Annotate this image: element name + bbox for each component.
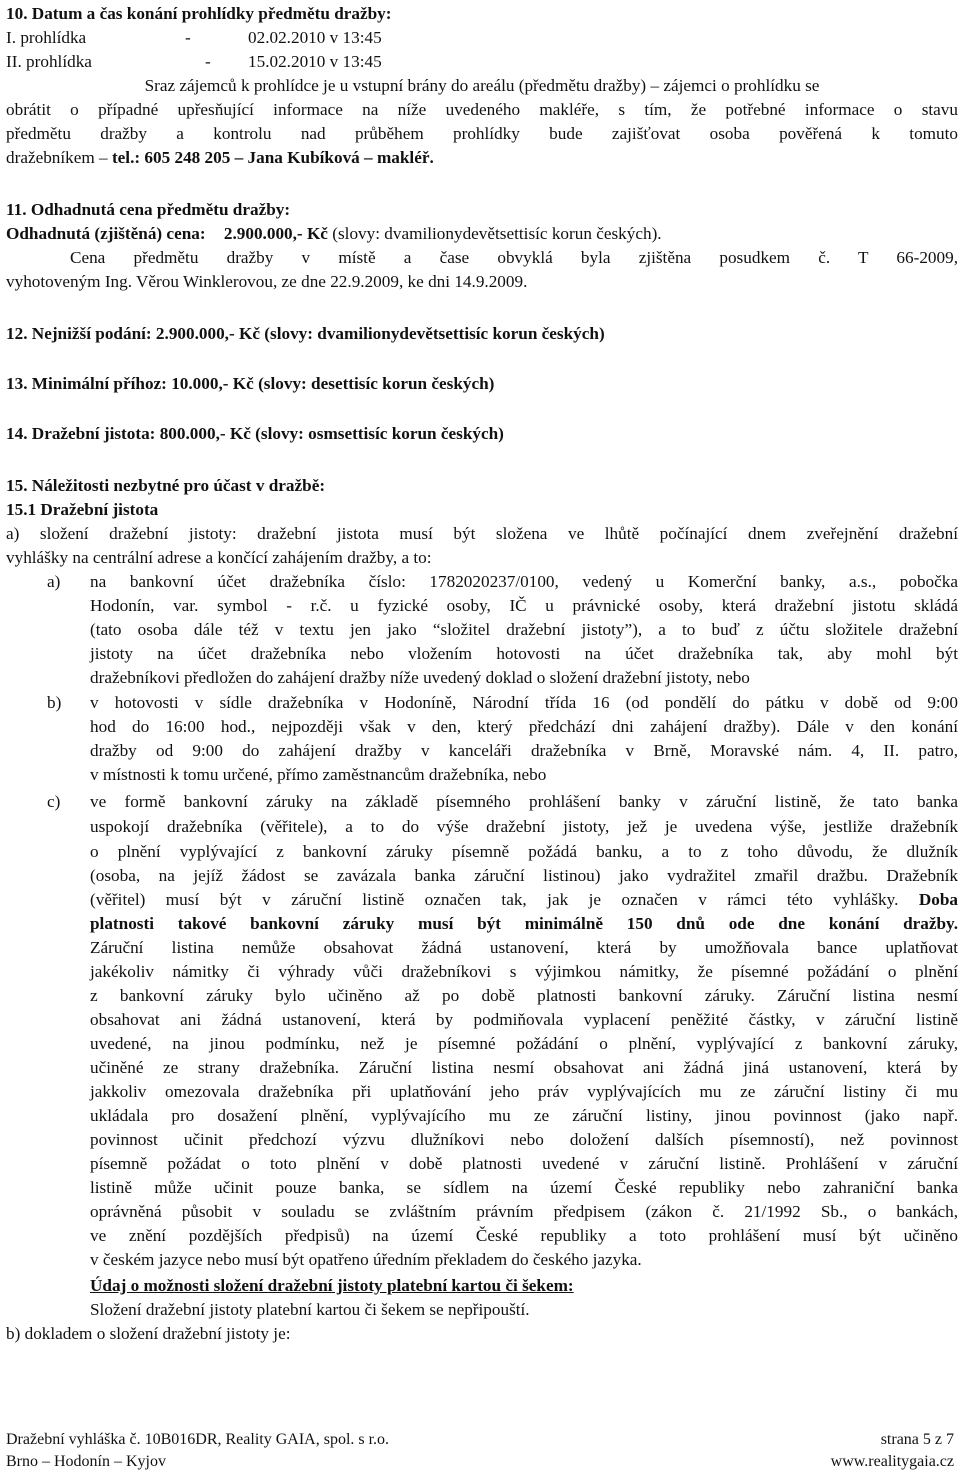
footer-locations: Brno – Hodonín – Kyjov (6, 1453, 166, 1470)
visit-1-dash: - (185, 28, 191, 47)
item-c-line: (osoba, na jejíž žádost se zavázala banka záruční listinou) jako vydražitel zmařil dražbu. Dražebník (90, 866, 958, 885)
item-b-line: dražby od 9:00 do zahájení dražby v kanceláři dražebníka v Brně, Moravské nám. 4, II. patro, (90, 741, 958, 760)
item-c-line: uspokojí dražebníka (věřitele), a to do výše dražební jistoty, jež je uvedena výše, jestliže dražebník (90, 817, 958, 836)
item-c-line: povinnost učinit předchozí výzvu dlužníkovi nebo doložení dalších písemností), než povinnost (90, 1130, 958, 1149)
contact-prefix: dražebníkem – (6, 148, 112, 167)
paragraph-line: Sraz zájemců k prohlídce je u vstupní brány do areálu (předmětu dražby) – zájemci o prohlídku se (144, 76, 820, 95)
paragraph-line: obrátit o případné upřesňující informace na níže uvedeného makléře, s tím, že potřebné informace o stavu (6, 100, 958, 119)
card-payment-heading: Údaj o možnosti složení dražební jistoty platební kartou či šekem: (90, 1276, 574, 1295)
footer-website-link[interactable]: www.realitygaia.cz (830, 1453, 954, 1470)
item-a-line: na bankovní účet dražebníka číslo: 1782020237/0100, vedený u Komerční banky, a.s., pobočka (90, 572, 958, 591)
visit-2-label: II. prohlídka (6, 52, 92, 71)
estimated-price-words: (slovy: dvamilionydevětsettisíc korun českých). (332, 224, 662, 243)
card-payment-text: Složení dražební jistoty platební kartou či šekem se nepřipouští. (90, 1300, 530, 1319)
section-10-heading: 10. Datum a čas konání prohlídky předmětu dražby: (6, 4, 392, 23)
item-c-label: c) (47, 792, 61, 811)
section-15-heading: 15. Náležitosti nezbytné pro účast v dražbě: (6, 476, 326, 495)
item-a-label: a) (47, 572, 61, 591)
item-c-line: z bankovní záruky bylo učiněno až po době platnosti bankovní záruky. Záruční listina nesmí (90, 986, 958, 1005)
section-15-1-heading: 15.1 Dražební jistota (6, 500, 159, 519)
item-c-line: jakkoliv omezovala dražebníka při uplatňování jeho práv vyplývajících mu ze záruční listiny či mu (90, 1082, 958, 1101)
item-b-line: hod do 16:00 hod., nejpozději však v den, který předchází dni zahájení dražby). Dále v den konání (90, 717, 958, 736)
deposit-intro-line: vyhlášky na centrální adrese a končící zahájením dražby, a to: (6, 548, 432, 567)
item-c-line: uvedené, na jinou podmínku, než je písemné požádání o plnění, vyplývající z bankovní záruky, (90, 1034, 958, 1053)
footer-page-number: strana 5 z 7 (880, 1431, 954, 1448)
visit-1-datetime: 02.02.2010 v 13:45 (248, 28, 382, 47)
lowest-bid-line: 12. Nejnižší podání: 2.900.000,- Kč (slovy: dvamilionydevětsettisíc korun českých) (6, 324, 605, 343)
item-c-line: obsahovat ani žádná ustanovení, která by podmiňovala vyplacení peněžité částky, v záruční listině (90, 1010, 958, 1029)
contact-line (6, 146, 958, 170)
item-c-text: (věřitel) musí být v záruční listině označen tak, jak je označen v rámci této vyhlášky. (90, 890, 919, 909)
item-c-line: ve formě bankovní záruky na základě písemného prohlášení banky v záruční listině, že tato banka (90, 792, 958, 811)
item-c-emphasis: Doba (918, 890, 958, 909)
item-c-line: Záruční listina nemůže obsahovat žádná ustanovení, která by umožňovala bance uplatňovat (90, 938, 958, 957)
item-c-line: listině může učinit pouze banka, se sídlem na území České republiky nebo zahraniční banka (90, 1178, 958, 1197)
visit-2-datetime: 15.02.2010 v 13:45 (248, 52, 382, 71)
minimum-increment-line: 13. Minimální příhoz: 10.000,- Kč (slovy: desettisíc korun českých) (6, 374, 495, 393)
deposit-proof-line: b) dokladem o složení dražební jistoty je: (6, 1324, 291, 1343)
estimated-price-label: Odhadnutá (zjištěná) cena: (6, 224, 206, 243)
item-c-line (90, 888, 958, 912)
item-c-line: oprávněná působit v souladu se zvláštním právním předpisem (zákon č. 21/1992 Sb., o bankách, (90, 1202, 958, 1221)
estimated-price-value: 2.900.000,- Kč (223, 224, 328, 243)
valuation-line: vyhotoveným Ing. Věrou Winklerovou, ze dne 22.9.2009, ke dni 14.9.2009. (6, 272, 528, 291)
footer-document-id: Dražební vyhláška č. 10B016DR, Reality GAIA, spol. s r.o. (6, 1431, 390, 1448)
item-c-line: ukládala pro dosažení plnění, vyplývajícího mu ze záruční listiny, jinou povinnost (jako např. (90, 1106, 958, 1125)
visit-1-label: I. prohlídka (6, 28, 87, 47)
visit-2-dash: - (205, 52, 211, 71)
estimated-price-row (6, 222, 958, 246)
item-c-line: písemně požádat o toto plnění v době platnosti uvedené v záruční listině. Prohlášení v záruční (90, 1154, 958, 1173)
item-c-line: o plnění vyplývající z bankovní záruky písemně požádá banku, a to z toho důvodu, že dlužník (90, 842, 958, 861)
item-a-line: Hodonín, var. symbol - r.č. u fyzické osoby, IČ u právnické osoby, která dražební jistotu skládá (90, 596, 958, 615)
item-b-label: b) (47, 693, 62, 712)
item-a-line: jistoty na účet dražebníka nebo vložením hotovosti na účet dražebníka tak, aby mohl být (90, 644, 958, 663)
item-c-line: učiněné ze strany dražebníka. Záruční listina nesmí obsahovat ani žádná jiná ustanovení, která by (90, 1058, 958, 1077)
contact-broker: tel.: 605 248 205 – Jana Kubíková – makléř. (111, 148, 434, 167)
section-11-heading: 11. Odhadnutá cena předmětu dražby: (6, 200, 291, 219)
item-c-line: jakékoliv námitky či výhrady vůči dražebníkovi s výjimkou námitky, že písemné požádání o plnění (90, 962, 958, 981)
item-b-line: v místnosti k tomu určené, přímo zaměstnancům dražebníka, nebo (90, 765, 547, 784)
item-a-line: (tato osoba dále též v textu jen jako “složitel dražební jistoty”), a to buď z účtu složitele dražební (90, 620, 958, 639)
deposit-intro-line: a) složení dražební jistoty: dražební jistota musí být složena ve lhůtě počínající dnem zveřejnění dražební (6, 524, 958, 543)
guarantee-validity-line: platnosti takové bankovní záruky musí být minimálně 150 dnů ode dne konání dražby. (90, 914, 958, 933)
item-c-line: v českém jazyce nebo musí být opatřeno úředním překladem do českého jazyka. (90, 1250, 642, 1269)
paragraph-line: předmětu dražby a kontrolu nad průběhem prohlídky bude zajišťovat osoba pověřená k tomuto (6, 124, 958, 143)
item-c-line: ve znění pozdějších předpisů) na území České republiky a toto prohlášení musí být učiněno (90, 1226, 958, 1245)
item-b-line: v hotovosti v sídle dražebníka v Hodoníně, Národní třída 16 (od pondělí do pátku v době od 9:00 (90, 693, 958, 712)
auction-deposit-line: 14. Dražební jistota: 800.000,- Kč (slovy: osmsettisíc korun českých) (6, 424, 504, 443)
item-a-line: dražebníkovi předložen do zahájení dražby níže uvedený doklad o složení dražební jistoty, nebo (90, 668, 750, 687)
valuation-line: Cena předmětu dražby v místě a čase obvyklá byla zjištěna posudkem č. T 66-2009, (70, 248, 958, 267)
